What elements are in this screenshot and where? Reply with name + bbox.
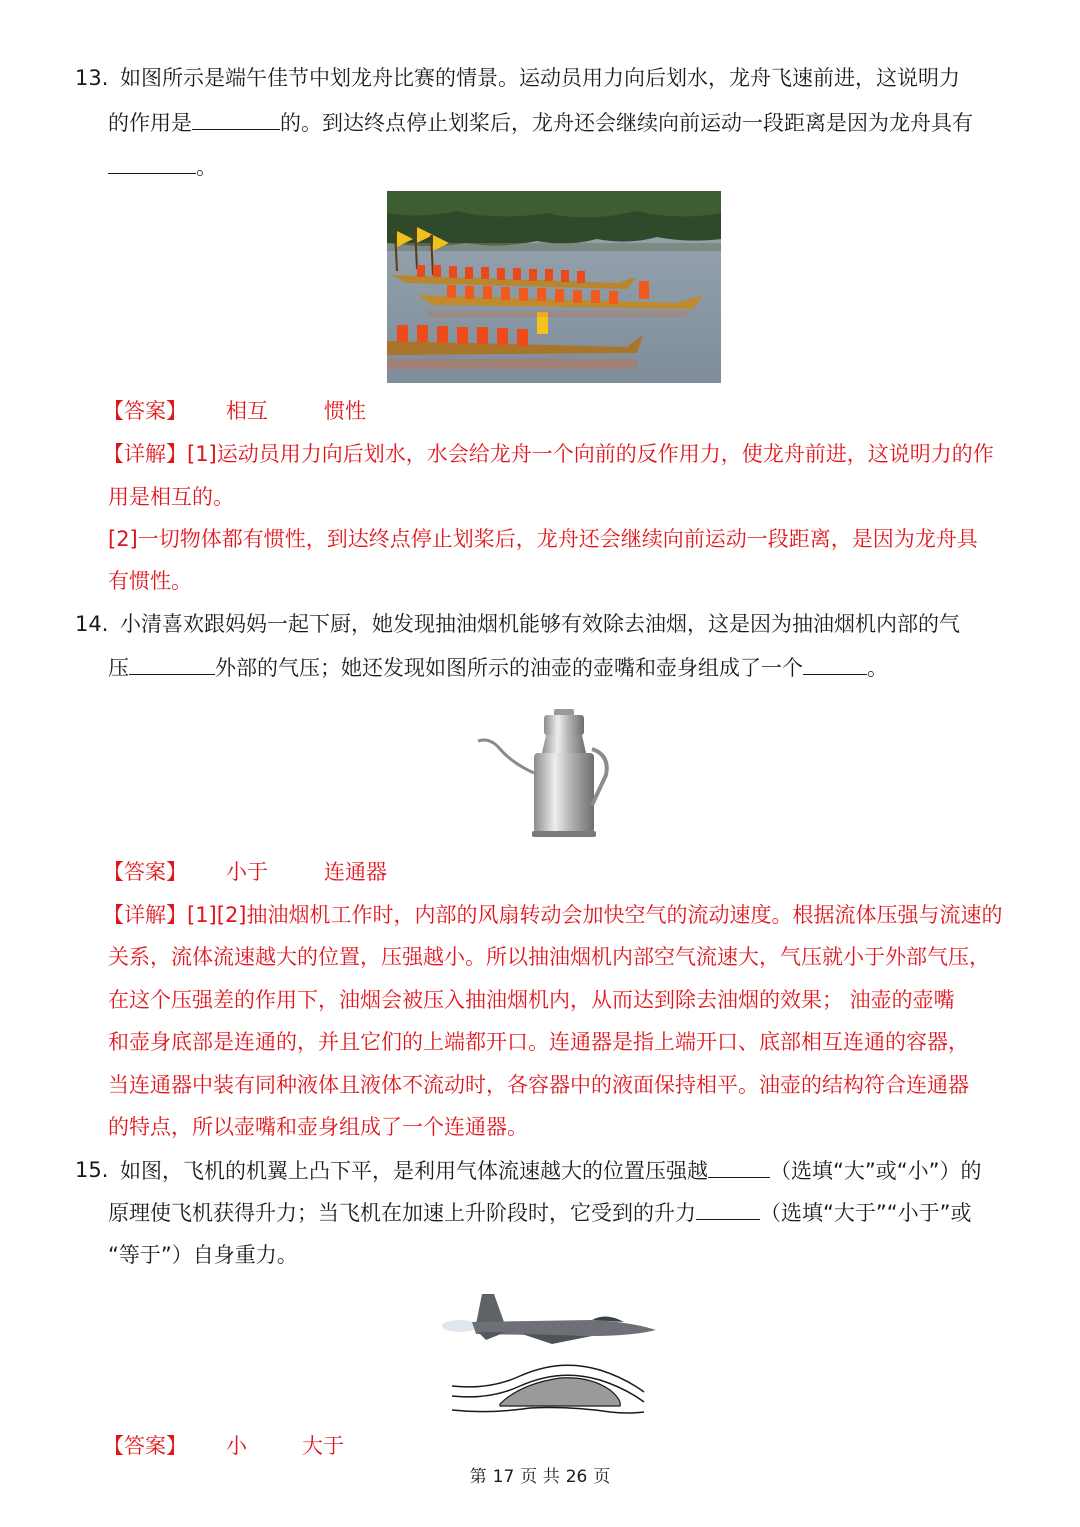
explanation-line: 在这个压强差的作用下，油烟会被压入抽油烟机内，从而达到除去油烟的效果； 油壶的壶嘴 <box>108 988 955 1012</box>
answer-value: 连通器 <box>324 860 387 884</box>
question-number: 15. <box>75 1158 109 1182</box>
answer-blank <box>803 652 867 675</box>
answer-blank <box>108 151 196 174</box>
answer-value: 小 <box>226 1434 247 1458</box>
total-page-count: 26 <box>565 1467 588 1487</box>
answer-blank <box>708 1155 770 1178</box>
question-text-line: 压 外部的气压；她还发现如图所示的油壶的壶嘴和壶身组成了一个 。 <box>108 652 888 683</box>
explanation-line: 【详解】[1]运动员用力向后划水，水会给龙舟一个向前的反作用力，使龙舟前进，这说明力的作 <box>103 442 994 466</box>
explanation-line: 当连通器中装有同种液体且液体不流动时，各容器中的液面保持相平。油壶的结构符合连通器 <box>108 1073 969 1097</box>
question-text-line: 。 <box>108 151 217 182</box>
explanation-line: 关系，流体流速越大的位置，压强越小。所以抽油烟机内部空气流速大，气压就小于外部气压， <box>108 945 990 969</box>
question-number: 14. <box>75 612 109 636</box>
footer-middle: 页 共 <box>520 1467 560 1487</box>
footer-suffix: 页 <box>593 1467 611 1487</box>
question-text-line: 原理使飞机获得升力；当飞机在加速上升阶段时，它受到的升力 （选填“大于”“小于”或 <box>108 1197 972 1228</box>
answer-label: 【答案】 <box>103 860 187 884</box>
explanation-line: 【详解】[1][2]抽油烟机工作时，内部的风扇转动会加快空气的流动速度。根据流体压强与流速的 <box>103 903 1003 927</box>
answer-value: 小于 <box>226 860 268 884</box>
dragon-boat-photo <box>387 191 721 383</box>
explanation-line: 用是相互的。 <box>108 485 234 509</box>
explanation-line: 有惯性。 <box>108 569 192 593</box>
current-page-number: 17 <box>492 1467 515 1487</box>
question-text-line: 如图，飞机的机翼上凸下平，是利用气体流速越大的位置压强越 （选填“大”或“小”）的 <box>120 1155 982 1186</box>
question-text-line: 小清喜欢跟妈妈一起下厨，她发现抽油烟机能够有效除去油烟，这是因为抽油烟机内部的气 <box>120 612 960 636</box>
answer-label: 【答案】 <box>103 1434 187 1458</box>
explanation-line: 的特点，所以壶嘴和壶身组成了一个连通器。 <box>108 1115 528 1139</box>
wing-airfoil-diagram <box>450 1356 646 1420</box>
question-text-line: 的作用是 的。到达终点停止划桨后，龙舟还会继续向前运动一段距离是因为龙舟具有 <box>108 107 973 138</box>
question-text-line: “等于”）自身重力。 <box>108 1243 298 1267</box>
explanation-line: [2]一切物体都有惯性，到达终点停止划桨后，龙舟还会继续向前运动一段距离，是因为龙舟具 <box>108 527 978 551</box>
answer-blank <box>696 1197 760 1220</box>
question-number: 13. <box>75 66 109 90</box>
answer-value: 相互 <box>226 399 268 423</box>
answer-blank <box>192 107 280 130</box>
footer-prefix: 第 <box>469 1467 487 1487</box>
answer-value: 惯性 <box>324 399 366 423</box>
oil-pot-photo <box>472 705 612 840</box>
answer-label: 【答案】 <box>103 399 187 423</box>
answer-value: 大于 <box>302 1434 344 1458</box>
fighter-jet-photo <box>442 1290 658 1346</box>
question-text-line: 如图所示是端午佳节中划龙舟比赛的情景。运动员用力向后划水，龙舟飞速前进，这说明力 <box>120 66 960 90</box>
page-footer <box>0 1465 1080 1489</box>
explanation-line: 和壶身底部是连通的，并且它们的上端都开口。连通器是指上端开口、底部相互连通的容器， <box>108 1030 969 1054</box>
answer-blank <box>129 652 215 675</box>
